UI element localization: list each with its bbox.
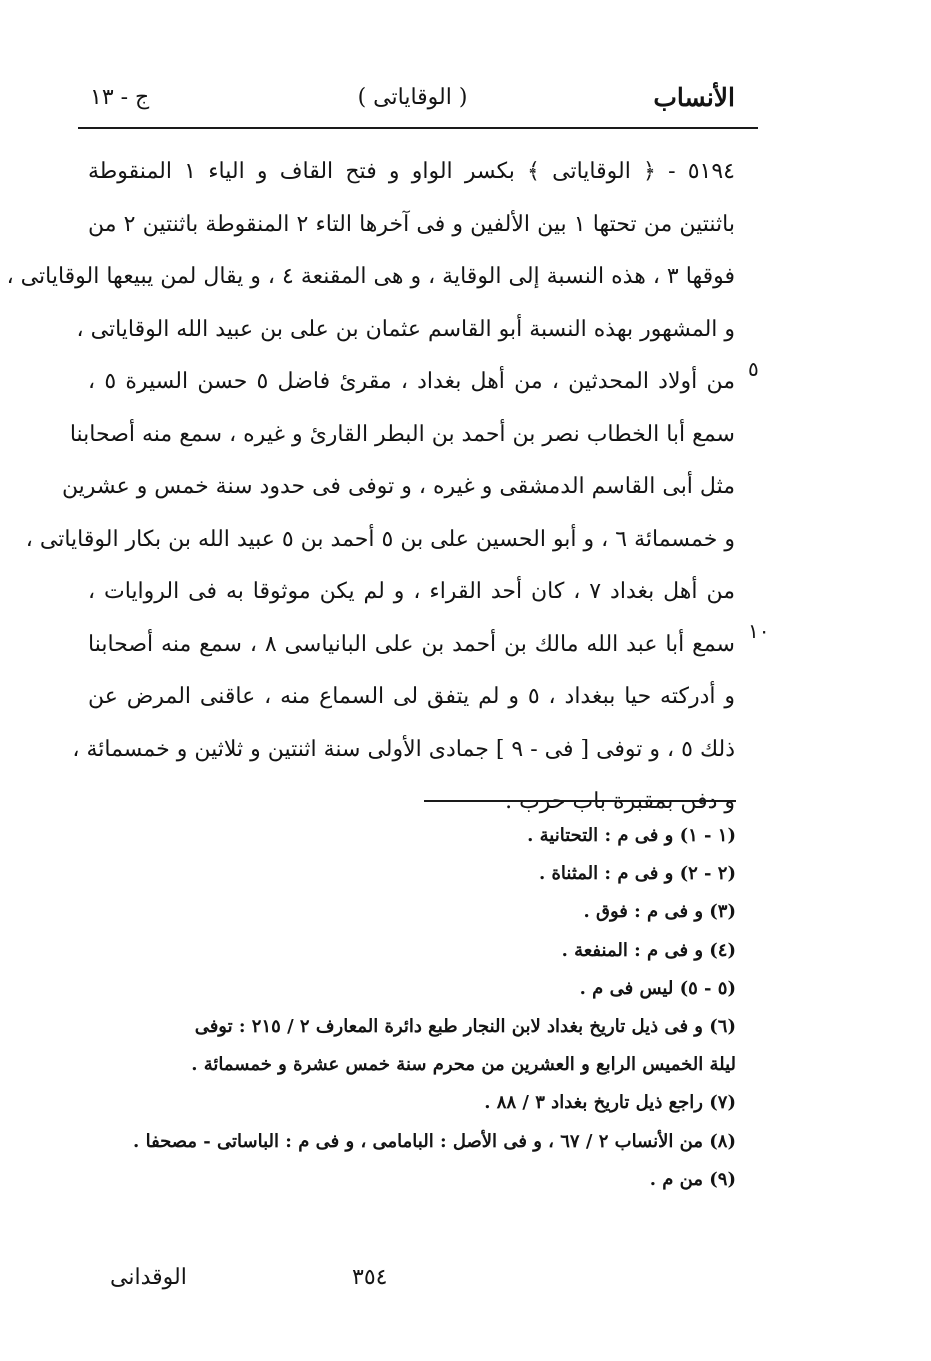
body-line: و دفن بمقبرة باب حرب . — [505, 789, 735, 814]
footnote: (٢ - ٢) و فى م : المثناة . — [538, 863, 736, 885]
footnote: (١ - ١) و فى م : التحتانية . — [527, 825, 736, 846]
footnote-rule — [424, 800, 736, 802]
footnote: (٣) و فى م : فوق . — [583, 901, 736, 923]
body-line: مثل أبى القاسم الدمشقى و غيره ، و توفى فى حدود سنة خمس و عشرين — [61, 474, 735, 499]
body-line: من أولاد المحدثين ، من أهل بغداد ، مقرئ فاضل ٥ حسن السيرة ٥ ، — [88, 369, 736, 394]
footnote: (٨) من الأنساب ٢ / ٦٧ ، و فى الأصل : البامامى ، و فى م : الباساتى - مصحفا . — [133, 1130, 736, 1152]
footnote: (٤) و فى م : المنفعة . — [561, 939, 736, 961]
entry-body — [6, 152, 736, 835]
page-number: ٣٥٤ — [352, 1265, 388, 1290]
body-line: باثنتين من تحتها ١ بين الألفين و فى آخرها التاء ٢ المنقوطة باثنتين ٢ من — [88, 211, 735, 237]
footnotes — [80, 820, 736, 1202]
footnote: (٧) راجع ذيل تاريخ بغداد ٣ / ٨٨ . — [484, 1092, 736, 1114]
catchword: الوقدانى — [110, 1265, 187, 1290]
footnote-continuation: ليلة الخميس الرابع و العشرين من محرم سنة خمس عشرة و خمسمائة . — [191, 1054, 736, 1076]
running-header — [90, 80, 735, 124]
header-rule — [78, 127, 758, 129]
line-number-5: ٥ — [748, 357, 759, 381]
body-line: و خمسمائة ٦ ، و أبو الحسين على بن ٥ أحمد بن ٥ عبيد الله بن بكار الوقاياتى ، — [25, 526, 735, 552]
footnote: (٦) و فى ذيل تاريخ بغداد لابن النجار طبع دائرة المعارف ٢ / ٢١٥ : توفى — [194, 1015, 736, 1037]
footnote: (٥ - ٥) ليس فى م . — [579, 977, 736, 999]
body-line: من أهل بغداد ٧ ، كان أحد القراء ، و لم يكن موثوقا به فى الروايات ، — [88, 579, 735, 604]
header-book-title: الأنساب — [653, 83, 735, 112]
header-volume: ج - ١٣ — [90, 85, 150, 110]
line-number-10: ١٠ — [748, 619, 770, 643]
footnote: (٩) من م . — [649, 1168, 736, 1190]
header-entry-title: ( الوقاياتى ) — [357, 85, 468, 110]
body-line: سمع أبا عبد الله مالك بن أحمد بن على البانياسى ٨ ، سمع منه أصحابنا — [88, 631, 735, 657]
body-line: فوقها ٣ ، هذه النسبة إلى الوقاية ، و هى المقنعة ٤ ، و يقال لمن يبيعها الوقاياتى ، — [6, 264, 735, 289]
body-line: ٥١٩٤ - ﴿ الوقاياتى ﴾ بكسر الواو و فتح القاف و الياء ١ المنقوطة — [88, 159, 735, 184]
body-line: ذلك ٥ ، و توفى [ فى - ٩ ] جمادى الأولى سنة اثنتين و ثلاثين و خمسمائة ، — [72, 736, 735, 762]
body-line: و المشهور بهذه النسبة أبو القاسم عثمان بن على بن عبيد الله الوقاياتى ، — [76, 316, 735, 342]
body-line: و أدركته حيا ببغداد ، ٥ و لم يتفق لى السماع منه ، عاقنى المرض عن — [88, 684, 735, 709]
body-line: سمع أبا الخطاب نصر بن أحمد بن البطر القارئ و غيره ، سمع منه أصحابنا — [69, 421, 735, 447]
